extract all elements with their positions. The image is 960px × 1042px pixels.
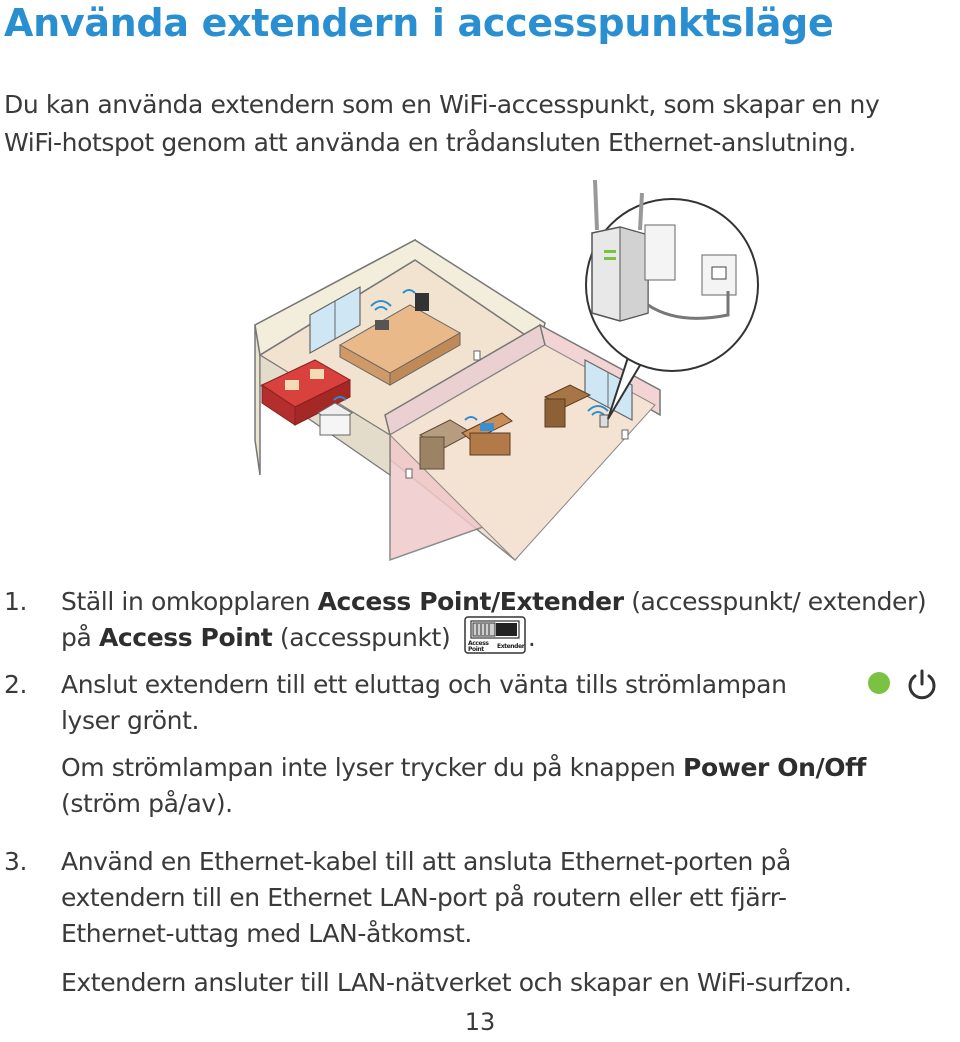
step-number: 1. <box>4 587 28 616</box>
extender-small <box>600 415 608 427</box>
intro-paragraph: Du kan använda extendern som en WiFi-accesspunkt, som skapar en ny WiFi-hotspot genom att använda en trådansluten Ethernet-anslutning. <box>4 90 880 157</box>
page-number: 13 <box>464 1008 496 1036</box>
step-1: 1. Ställ in omkopplaren Access Point/Extender (accesspunkt/ extender) på Access Point (accesspunkt) Access Point Extender . <box>4 584 954 656</box>
power-icon <box>905 668 939 702</box>
svg-text:Point: Point <box>467 646 484 653</box>
step-number: 2. <box>4 670 28 699</box>
power-button-name: Power On/Off <box>683 753 867 782</box>
power-led-icon <box>868 672 890 694</box>
switch-icon <box>464 616 526 654</box>
switch-position: Access Point <box>98 623 273 652</box>
switch-label-right: Extender <box>496 643 525 650</box>
switch-label-left: Access <box>467 640 489 647</box>
house-illustration <box>240 175 760 565</box>
step-2-note: Om strömlampan inte lyser trycker du på knappen Power On/Off (ström på/av). <box>61 753 867 818</box>
step-3: 3. Använd en Ethernet-kabel till att ansluta Ethernet-porten på extendern till en Ethernet LAN-port på routern eller ett fjärr-Ethernet-uttag med LAN-åtkomst. <box>4 844 884 952</box>
page-title: Använda extendern i accesspunktsläge <box>4 1 834 45</box>
step-2: 2. Anslut extendern till ett eluttag och vänta tills strömlampan lyser grönt. <box>4 667 844 739</box>
step-3-note: Extendern ansluter till LAN-nätverket och skapar en WiFi-surfzon. <box>61 968 852 997</box>
step-number: 3. <box>4 847 28 876</box>
switch-name: Access Point/Extender <box>317 587 624 616</box>
